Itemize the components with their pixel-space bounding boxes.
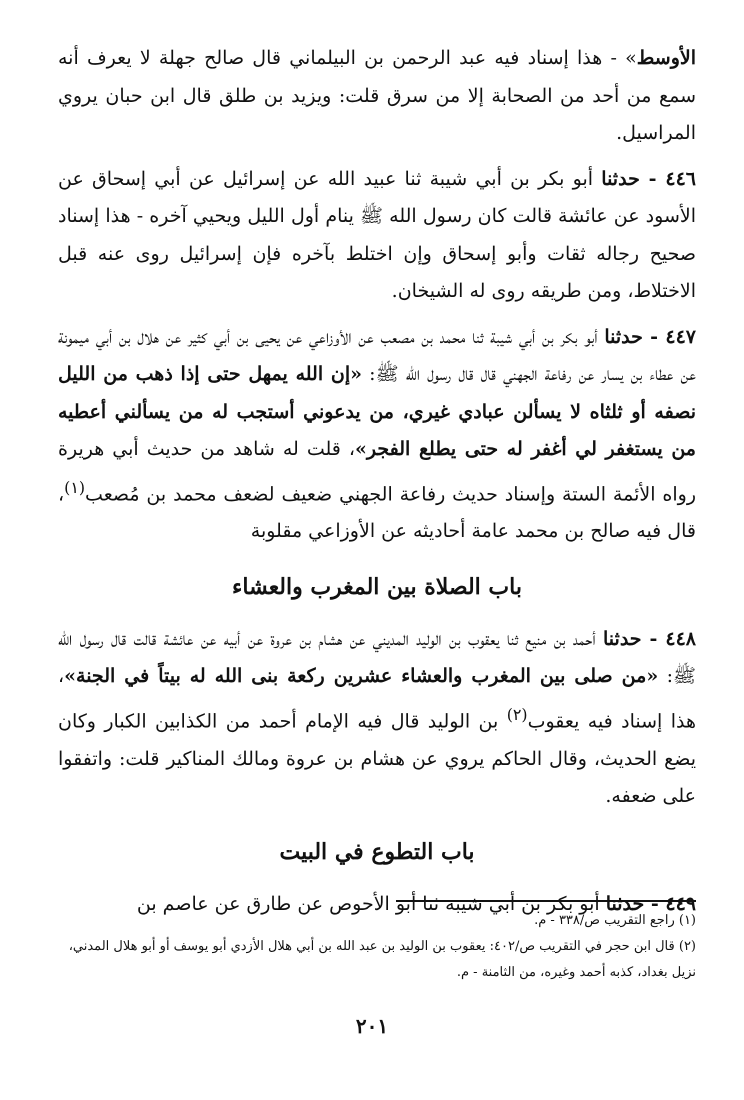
hadith-number: ٤٤٧ xyxy=(665,325,696,348)
hadith-quote: «من صلى بين المغرب والعشاء عشرين ركعة بنى الله له بيتاً في الجنة» xyxy=(64,665,659,688)
footnote-2: (٢) قال ابن حجر في التقريب ص/٤٠٢: يعقوب بن الوليد بن عبد الله بن أبي هلال الأزدي أبو يوسف أو أبو هلال المدني، نزيل بغداد، كذبه أحمد وغيره، من الثامنة - م. xyxy=(68,939,696,980)
paragraph-text: » - هذا إسناد فيه عبد الرحمن بن البيلماني قال صالح جهلة لا يعرف أنه سمع من أحد من الصحابة إلا من سرق قلت: ويزيد بن طلق قال ابن حبان يروي المراسيل. xyxy=(58,47,696,144)
hadith-number: ٤٤٦ xyxy=(665,167,696,190)
hadith-label: حدثنا xyxy=(601,167,640,190)
paragraph-continuation xyxy=(58,40,696,153)
hadith-quote: «إن الله يمهل حتى إذا ذهب من الليل نصفه أو ثلثاه لا يسألن عبادي غيري، من يدعوني أستجب له من يسألني أعطيه من يستغفر لي أغفر له حتى يطلع الفجر» xyxy=(58,363,696,460)
hadith-label: حدثنا xyxy=(603,627,642,650)
hadith-text: ، قلت له شاهد من حديث أبي هريرة رواه الأئمة الستة وإسناد حديث رفاعة الجهني ضعيف لضعف محمد بن مُصعب xyxy=(58,438,696,505)
hadith-text: ، هذا إسناد فيه يعقوب xyxy=(58,665,696,733)
footnote-divider xyxy=(396,900,696,902)
hadith-text: أبو بكر بن أبي شيبة ثنا أبو الأحوص عن طارق عن عاصم بن xyxy=(136,892,600,915)
hadith-447: ٤٤٧ - حدثنا أبو بكر بن أبي شيبة ثنا محمد بن مصعب عن الأوزاعي عن يحيى بن أبي كثير عن هلال بن أبي ميمونة عن عطاء بن يسار عن رفاعة الجهني قال قال رسول الله ﷺ: «إن الله يمهل حتى إذا ذهب من الليل نصفه أو ثلثاه لا يسألن عبادي غيري، من يدعوني أستجب له من يسألني أعطيه من يستغفر لي أغفر له حتى يطلع الفجر»، قلت له شاهد من حديث أبي هريرة رواه الأئمة الستة وإسناد حديث رفاعة الجهني ضعيف لضعف محمد بن مُصعب$^{(١)}$، قال فيه صالح بن محمد عامة أحاديثه عن الأوزاعي مقلوبة xyxy=(58,325,696,543)
footnote-1: (١) راجع التقريب ص/٣٣٨ - م. xyxy=(534,913,696,928)
section-heading: باب الصلاة بين المغرب والعشاء xyxy=(232,573,522,600)
hadith-number: ٤٤٩ xyxy=(665,892,696,915)
footnote-marker: (١) xyxy=(64,477,86,497)
hadith-446: ٤٤٦ - حدثنا أبو بكر بن أبي شيبة ثنا عبيد الله عن إسرائيل عن أبي إسحاق عن الأسود عن عائشة قالت كان رسول الله ﷺ ينام أول الليل ويحيي آخره - هذا إسناد صحيح رجاله ثقات وأبو إسحاق وإن اختلط بآخره فإن إسرائيل روى عنه قبل الاختلاط، ومن طريقه روى له الشيخان. xyxy=(58,167,696,302)
hadith-text: بن الوليد قال فيه الإمام أحمد من الكذابين الكبار وكان يضع الحديث، وقال الحاكم يروي عن هشام بن عروة ومالك المناكير قلت: واتفقوا على ضعفه. xyxy=(58,710,696,808)
book-reference: الأوسط xyxy=(636,47,696,69)
footnote-marker: (٢) xyxy=(506,704,528,724)
hadith-text: أحمد بن منيع ثنا يعقوب بن الوليد المديني عن هشام بن عروة عن أبيه عن عائشة قالت قال رسول الله ﷺ: xyxy=(58,627,696,688)
hadith-text: أبو بكر بن أبي شيبة ثنا محمد بن مصعب عن الأوزاعي عن يحيى بن أبي كثير عن هلال بن أبي ميمونة عن عطاء بن يسار عن رفاعة الجهني قال قال رسول الله ﷺ: xyxy=(58,325,696,385)
hadith-number: ٤٤٨ xyxy=(665,627,696,650)
hadith-label: حدثنا xyxy=(605,892,645,915)
hadith-text: ، قال فيه صالح بن محمد عامة أحاديثه عن الأوزاعي مقلوبة xyxy=(58,482,696,543)
hadith-449: ٤٤٩ - حدثنا أبو بكر بن أبي شيبة ثنا أبو الأحوص عن طارق عن عاصم بن xyxy=(136,892,696,915)
page-number: ٢٠١ xyxy=(355,1014,389,1038)
hadith-text: أبو بكر بن أبي شيبة ثنا عبيد الله عن إسرائيل عن أبي إسحاق عن الأسود عن عائشة قالت كان رسول الله ﷺ ينام أول الليل ويحيي آخره - هذا إسناد صحيح رجاله ثقات وأبو إسحاق وإن اختلط بآخره فإن إسرائيل روى عنه قبل الاختلاط، ومن طريقه روى له الشيخان. xyxy=(58,167,696,302)
hadith-label: حدثنا xyxy=(604,325,643,348)
section-heading: باب التطوع في البيت xyxy=(279,838,475,865)
hadith-448: ٤٤٨ - حدثنا أحمد بن منيع ثنا يعقوب بن الوليد المديني عن هشام بن عروة عن أبيه عن عائشة قالت قال رسول الله ﷺ: «من صلى بين المغرب والعشاء عشرين ركعة بنى الله له بيتاً في الجنة»، هذا إسناد فيه يعقوب$^{(٢)}$ بن الوليد قال فيه الإمام أحمد من الكذابين الكبار وكان يضع الحديث، وقال الحاكم يروي عن هشام بن عروة ومالك المناكير قلت: واتفقوا على ضعفه. xyxy=(58,627,696,808)
footnotes xyxy=(58,908,696,986)
